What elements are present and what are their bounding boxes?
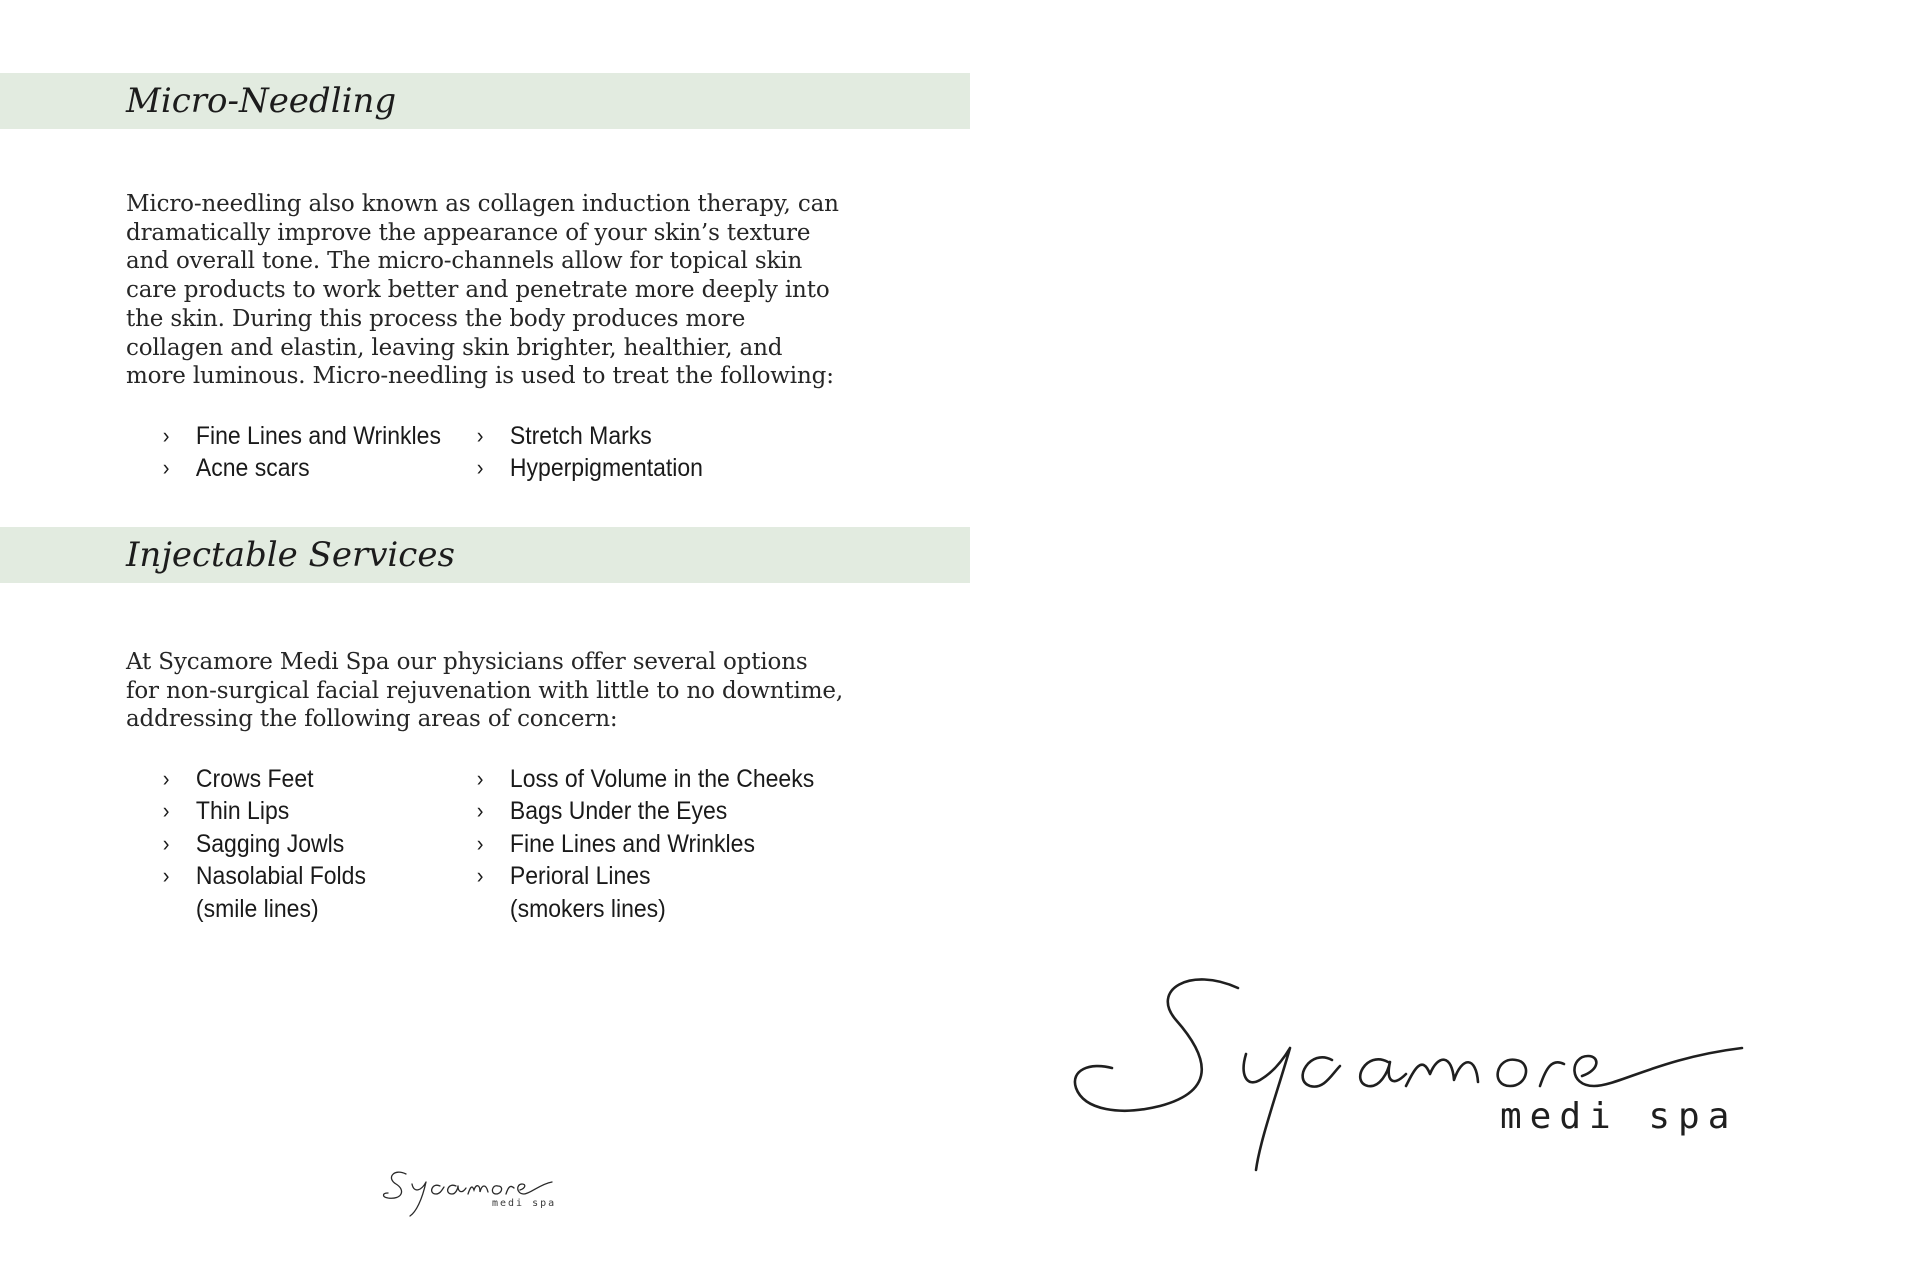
list-item-label: Crows Feet (195, 765, 314, 793)
list-item-label: Thin Lips (195, 797, 290, 826)
logo-small-subtitle: medi spa (492, 1198, 557, 1209)
bullet-chevron-icon: › (476, 766, 484, 791)
list-item (126, 860, 366, 925)
bullet-chevron-icon: › (162, 766, 170, 791)
sycamore-logo-large (1070, 970, 1750, 1180)
list-item (440, 860, 814, 925)
sycamore-logo-small (380, 1160, 570, 1220)
bullet-chevron-icon: › (162, 798, 170, 824)
list-item-label: Hyperpigmentation (509, 454, 703, 483)
injectables-title: Injectable Services (126, 535, 455, 575)
list-item (126, 795, 366, 827)
list-item (440, 828, 814, 860)
list-item-label: Bags Under the Eyes (509, 797, 728, 826)
list-item-label: Perioral Lines (smokers lines) (509, 862, 666, 923)
list-item (126, 828, 366, 860)
list-item (440, 795, 814, 827)
list-item-label: Loss of Volume in the Cheeks (509, 765, 815, 793)
list-item (126, 420, 441, 452)
list-item (440, 420, 703, 452)
list-item-label: Stretch Marks (509, 422, 652, 450)
bullet-chevron-icon: › (162, 863, 170, 889)
list-item (126, 452, 441, 484)
logo-large-subtitle: medi spa (1500, 1096, 1738, 1137)
micro-needling-title: Micro-Needling (126, 81, 397, 121)
bullet-chevron-icon: › (162, 455, 170, 481)
bullet-chevron-icon: › (162, 830, 170, 856)
micro-needling-description: Micro-needling also known as collagen induction therapy, can dramatically improve the appearance of your skin’s texture and overall tone. The micro-channels allow for topical skin care products to work better and penetrate more deeply into the skin. During this process the body produces more collagen and elastin, leaving skin brighter, healthier, and more luminous. Micro-needling is used to treat the following: (126, 191, 839, 390)
bullet-chevron-icon: › (476, 455, 484, 481)
bullet-chevron-icon: › (476, 830, 484, 856)
injectables-list-left (126, 763, 366, 925)
list-item (126, 763, 366, 795)
bullet-chevron-icon: › (476, 423, 484, 448)
list-item-label: Sagging Jowls (195, 829, 345, 858)
bullet-chevron-icon: › (476, 798, 484, 824)
micro-needling-list-right (440, 420, 703, 485)
bullet-chevron-icon: › (162, 423, 170, 448)
injectables-description: At Sycamore Medi Spa our physicians offer several options for non-surgical facial rejuvenation with little to no downtime, addressing the following areas of concern: (126, 649, 844, 733)
micro-needling-list-left (126, 420, 441, 485)
list-item-label: Nasolabial Folds (smile lines) (195, 862, 366, 923)
injectables-list-right (440, 763, 814, 925)
list-item-label: Fine Lines and Wrinkles (195, 422, 441, 450)
list-item (440, 452, 703, 484)
list-item-label: Acne scars (195, 454, 310, 483)
list-item-label: Fine Lines and Wrinkles (509, 829, 755, 858)
bullet-chevron-icon: › (476, 863, 484, 889)
list-item (440, 763, 814, 795)
